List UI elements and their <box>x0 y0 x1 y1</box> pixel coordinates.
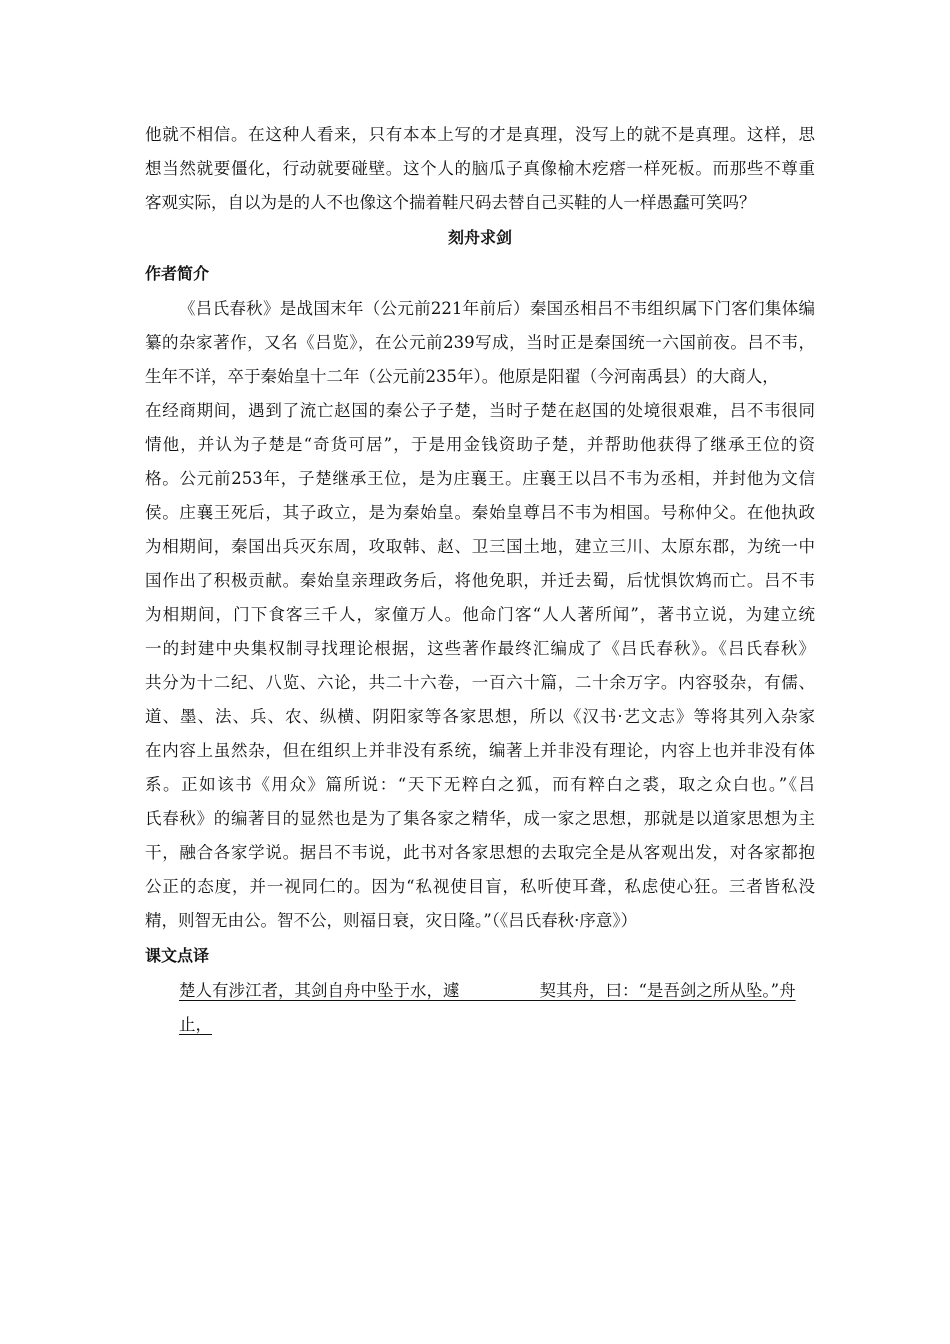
underlined-text: 楚人有涉江者，其剑自舟中坠于水，遽 <box>179 981 460 1000</box>
text-line: 氏春秋》的编著目的显然也是为了集各家之精华，成一家之思想，那就是以道家思想为主 <box>145 809 815 828</box>
text-line: 他就不相信。在这种人看来，只有本本上写的才是真理，没写上的就不是真理。这样，思 <box>145 125 815 144</box>
text-line <box>145 1008 815 1042</box>
text-line: 在经商期间，遇到了流亡赵国的秦公子子楚，当时子楚在赵国的处境很艰难，吕不韦很同 <box>145 401 815 420</box>
underlined-text: 止， <box>179 1015 212 1034</box>
text-line: 一的封建中央集权制寻找理论根据，这些著作最终汇编成了《吕氏春秋》。《吕氏春秋》 <box>145 639 815 658</box>
text-line: 情他，并认为子楚是“奇货可居”，于是用金钱资助子楚，并帮助他获得了继承王位的资 <box>145 435 815 454</box>
underlined-text: 契其舟，曰：“是吾剑之所从坠。”舟 <box>539 981 796 1000</box>
text-line: 客观实际，自以为是的人不也像这个揣着鞋尺码去替自己买鞋的人一样愚蠢可笑吗？ <box>145 193 756 212</box>
blank-gap <box>460 974 540 1008</box>
text-line: 格。公元前253年，子楚继承王位，是为庄襄王。庄襄王以吕不韦为丞相，并封他为文信 <box>145 469 815 488</box>
text-line: 国作出了积极贡献。秦始皇亲理政务后，将他免职，并迁去蜀，后忧惧饮鸩而亡。吕不韦 <box>145 571 815 590</box>
text-line: 系。正如该书《用众》篇所说：“天下无粹白之狐，而有粹白之裘，取之众白也。”《吕 <box>145 775 815 794</box>
commentary-paragraph <box>145 974 815 1042</box>
text-line: 生年不详，卒于秦始皇十二年（公元前235年）。他原是阳翟（今河南禹县）的大商人， <box>145 367 779 386</box>
commentary-heading: 课文点译 <box>145 946 210 965</box>
text-line: 侯。庄襄王死后，其子政立，是为秦始皇。秦始皇尊吕不韦为相国。号称仲父。在他执政 <box>145 503 815 522</box>
document-page <box>145 118 815 1042</box>
text-line: 为相期间，门下食客三千人，家僮万人。他命门客“人人著所闻”，著书立说，为建立统 <box>145 605 815 624</box>
author-heading: 作者简介 <box>145 264 210 283</box>
text-line <box>145 974 815 1008</box>
top-paragraph <box>145 118 815 220</box>
author-paragraph <box>145 292 815 938</box>
section-title: 刻舟求剑 <box>447 228 512 247</box>
text-line: 干，融合各家学说。据吕不韦说，此书对各家思想的去取完全是从客观出发，对各家都抱 <box>145 843 815 862</box>
text-line: 道、墨、法、兵、农、纵横、阴阳家等各家思想，所以《汉书·艺文志》等将其列入杂家 <box>145 707 815 726</box>
text-line: 精，则智无由公。智不公，则福日衰，灾日隆。”（《吕氏春秋·序意》） <box>145 911 638 930</box>
text-line: 在内容上虽然杂，但在组织上并非没有系统，编著上并非没有理论，内容上也并非没有体 <box>145 741 815 760</box>
text-line: 为相期间，秦国出兵灭东周，攻取韩、赵、卫三国土地，建立三川、太原东郡，为统一中 <box>145 537 815 556</box>
text-line: 公正的态度，并一视同仁的。因为“私视使目盲，私听使耳聋，私虑使心狂。三者皆私没 <box>145 877 815 896</box>
text-line: 想当然就要僵化，行动就要碰壁。这个人的脑瓜子真像榆木疙瘩一样死板。而那些不尊重 <box>145 159 815 178</box>
text-line: 纂的杂家著作，又名《吕览》，在公元前239写成，当时正是秦国统一六国前夜。吕不韦， <box>145 333 815 352</box>
text-line: 《吕氏春秋》是战国末年（公元前221年前后）秦国丞相吕不韦组织属下门客们集体编 <box>179 299 815 318</box>
text-line: 共分为十二纪、八览、六论，共二十六卷，一百六十篇，二十余万字。内容驳杂，有儒、 <box>145 673 815 692</box>
